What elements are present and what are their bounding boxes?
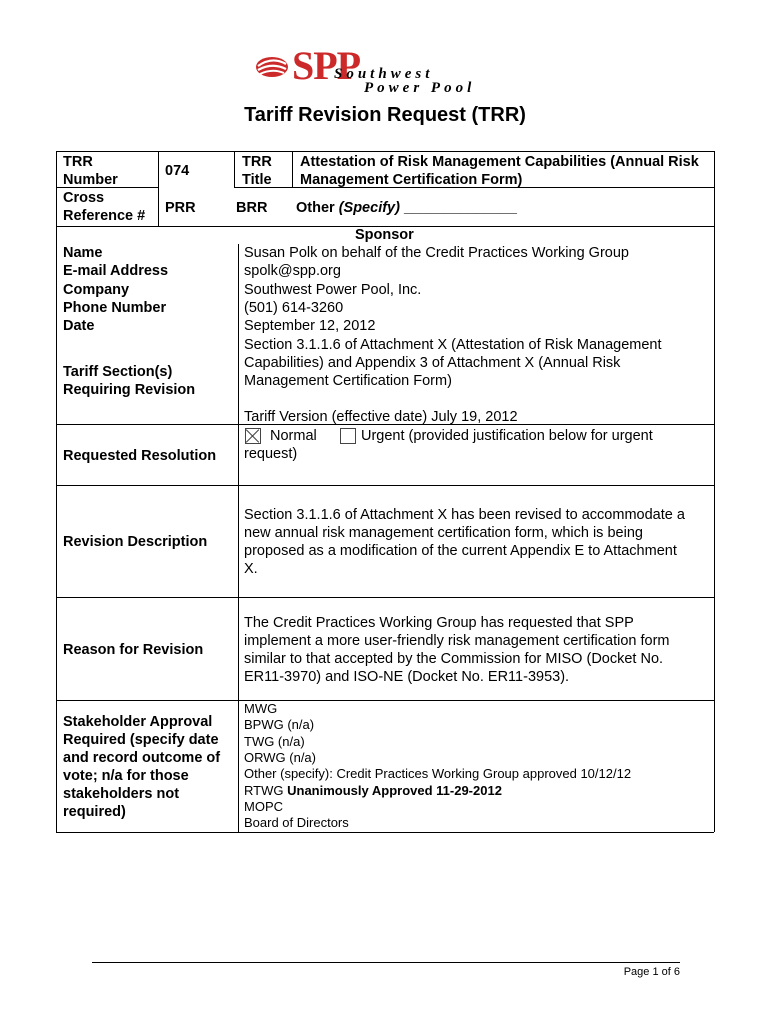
logo-line2: Power Pool — [364, 80, 476, 96]
tariff-sections-label-1: Tariff Section(s) — [63, 364, 173, 380]
stakeholder-label-line: vote; n/a for those — [63, 768, 189, 784]
tariff-version: Tariff Version (effective date) July 19, 2012 — [244, 409, 518, 425]
stakeholder-item: ORWG (n/a) — [244, 750, 316, 765]
revision-description-line: new annual risk management certification form, which is being — [244, 525, 643, 541]
brr-label: BRR — [236, 200, 268, 216]
prr-label: PRR — [165, 200, 196, 216]
trr-number-label: TRR Number — [63, 154, 118, 188]
stakeholder-item: Other (specify): Credit Practices Working Group approved 10/12/12 — [244, 766, 632, 781]
table-border-right — [714, 151, 715, 832]
requested-resolution-label: Requested Resolution — [63, 448, 217, 464]
page-number: Page 1 of 6 — [623, 966, 680, 978]
sponsor-heading: Sponsor — [355, 227, 414, 243]
urgent-label: Urgent (provided justification below for urgent — [361, 428, 653, 444]
urgent-label-cont: request) — [244, 446, 298, 462]
footer-divider — [92, 962, 680, 963]
normal-checkbox[interactable] — [245, 428, 261, 444]
logo-line1: Southwest — [334, 66, 434, 82]
table-rule — [234, 151, 235, 187]
spp-swirl-icon — [252, 52, 294, 82]
document-title: Tariff Revision Request (TRR) — [244, 104, 526, 126]
trr-title-value: Attestation of Risk Management Capabilities (Annual Risk Management Certification Form) — [300, 154, 699, 188]
stakeholder-label-line: Stakeholder Approval — [63, 714, 213, 730]
other-label: Other — [296, 200, 335, 216]
tariff-sections-line: Management Certification Form) — [244, 373, 452, 389]
normal-label: Normal — [270, 428, 317, 444]
other-blank: ______________ — [403, 200, 517, 216]
other-specify — [296, 199, 517, 217]
date-label: Date — [63, 318, 95, 334]
stakeholder-item: Board of Directors — [244, 815, 349, 830]
stakeholder-label-line: Required (specify date — [63, 732, 219, 748]
company-label: Company — [63, 282, 130, 298]
table-border-top — [56, 151, 714, 152]
stakeholder-item: MWG — [244, 701, 278, 716]
phone-value: (501) 614-3260 — [244, 300, 344, 316]
name-value: Susan Polk on behalf of the Credit Practices Working Group — [244, 245, 629, 261]
logo-abbr: SPP — [292, 43, 361, 88]
other-specify-hint: (Specify) — [338, 200, 400, 216]
revision-description-line: X. — [244, 561, 258, 577]
table-border-bottom — [56, 832, 714, 833]
name-label: Name — [63, 245, 103, 261]
stakeholder-label-line: stakeholders not — [63, 786, 180, 802]
table-rule — [56, 700, 714, 701]
company-value: Southwest Power Pool, Inc. — [244, 282, 422, 298]
table-rule — [56, 597, 714, 598]
reason-line: implement a more user-friendly risk management certification form — [244, 633, 670, 649]
tariff-sections-line: Capabilities) and Appendix 3 of Attachment X (Annual Risk — [244, 355, 621, 371]
reason-label: Reason for Revision — [63, 642, 204, 658]
trr-title-label: TRR Title — [242, 154, 272, 188]
table-rule — [158, 151, 159, 226]
revision-description-label: Revision Description — [63, 534, 208, 550]
tariff-sections-line: Section 3.1.1.6 of Attachment X (Attestation of Risk Management — [244, 337, 662, 353]
phone-label: Phone Number — [63, 300, 167, 316]
date-value: September 12, 2012 — [244, 318, 376, 334]
trr-number-value: 074 — [165, 163, 190, 179]
urgent-checkbox[interactable] — [340, 428, 356, 444]
table-border-left — [56, 151, 57, 832]
tariff-sections-label-2: Requiring Revision — [63, 382, 196, 398]
stakeholder-label-line: and record outcome of — [63, 750, 221, 766]
reason-line: similar to that accepted by the Commission for MISO (Docket No. — [244, 651, 664, 667]
spp-logo — [252, 43, 502, 102]
stakeholder-item-rtwg — [244, 783, 502, 799]
stakeholder-item: BPWG (n/a) — [244, 717, 315, 732]
email-label: E-mail Address — [63, 263, 169, 279]
table-rule — [238, 244, 239, 832]
stakeholder-label-line: required) — [63, 804, 126, 820]
reason-line: The Credit Practices Working Group has requested that SPP — [244, 615, 634, 631]
stakeholder-item: TWG (n/a) — [244, 734, 305, 749]
rtwg-prefix: RTWG — [244, 783, 284, 798]
stakeholder-item: MOPC — [244, 799, 283, 814]
table-rule — [292, 151, 293, 187]
reason-line: ER11-3970) and ISO-NE (Docket No. ER11-3953). — [244, 669, 570, 685]
email-value: spolk@spp.org — [244, 263, 341, 279]
revision-description-line: proposed as a modification of the current Appendix E to Attachment — [244, 543, 677, 559]
rtwg-outcome: Unanimously Approved 11-29-2012 — [287, 783, 502, 798]
cross-reference-label: Cross Reference # — [63, 190, 146, 224]
revision-description-line: Section 3.1.1.6 of Attachment X has been revised to accommodate a — [244, 507, 685, 523]
table-rule — [56, 485, 714, 486]
